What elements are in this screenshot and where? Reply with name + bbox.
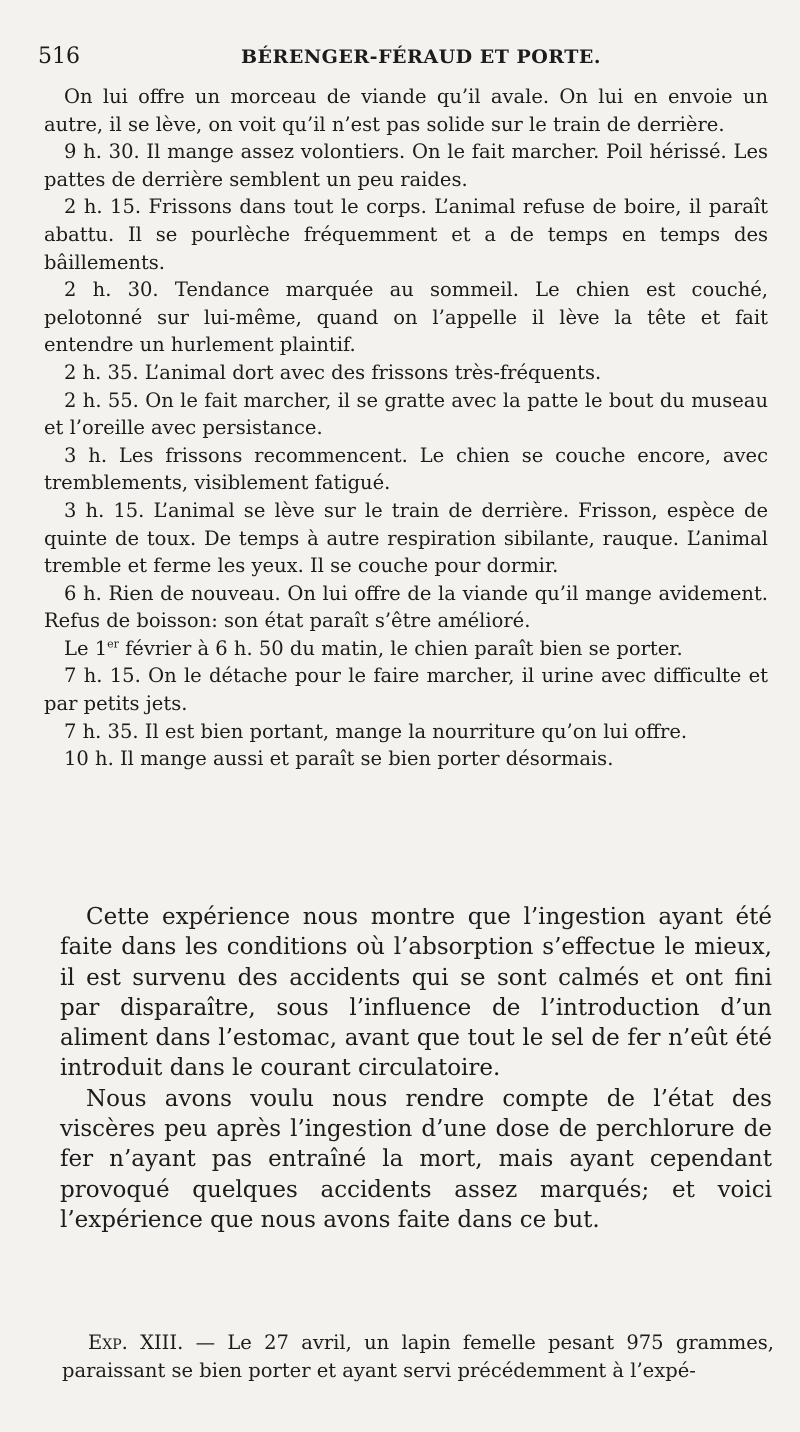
- note-paragraph: 2 h. 55. On le fait marcher, il se gratte avec la patte le bout du museau et l’oreille avec persistance.: [44, 388, 768, 440]
- body-paragraph: Nous avons voulu nous rendre compte de l’état des viscères peu après l’ingestion d’une dose de perchlorure de fer n’ayant pas entraîné la mort, mais ayant cependant provoqué quelques accidents assez marqués; et voici l’expérience que nous avons faite dans ce but.: [60, 1085, 772, 1233]
- note-paragraph: [44, 635, 768, 663]
- note-paragraph: 2 h. 35. L’animal dort avec des frissons très-fréquents.: [64, 360, 602, 384]
- experiment-label: Exp. XIII.: [88, 1331, 184, 1354]
- body-paragraph: Cette expérience nous montre que l’ingestion ayant été faite dans les conditions où l’absorption s’effectue le mieux, il est survenu des accidents qui se sont calmés et ont fini par disparaître, sous l’influence de l’introduction d’un aliment dans l’estomac, avant que tout le sel de fer n’eût été introduit dans le courant circulatoire.: [60, 904, 772, 1082]
- body-text: [60, 902, 772, 1235]
- note-paragraph: 2 h. 15. Frissons dans tout le corps. L’animal refuse de boire, il paraît abattu. Il se pourlèche fréquemment et a de temps en temps des bâillements.: [44, 195, 768, 274]
- experiment-text: — Le 27 avril, un lapin femelle pesant 975 grammes, paraissant se bien porter et ayant servi précédemment à l’expé-: [62, 1331, 774, 1382]
- page-header: [36, 40, 776, 74]
- note-paragraph: 6 h. Rien de nouveau. On lui offre de la viande qu’il mange avidement. Refus de boisson: son état paraît s’être amélioré.: [44, 581, 768, 633]
- note-paragraph: 3 h. 15. L’animal se lève sur le train de derrière. Frisson, espèce de quinte de toux. De temps à autre respiration sibilante, rauque. L’animal tremble et ferme les yeux. Il se couche pour dormir.: [44, 498, 768, 578]
- note-paragraph: 10 h. Il mange aussi et paraît se bien porter désormais.: [64, 747, 614, 771]
- note-paragraph: 3 h. Les frissons recommencent. Le chien se couche encore, avec tremblements, visiblement fatigué.: [44, 443, 768, 495]
- note-paragraph: 7 h. 15. On le détache pour le faire marcher, il urine avec difficulte et par petits jets.: [44, 664, 768, 716]
- ordinal-superscript: er: [107, 637, 119, 651]
- note-text: février à 6 h. 50 du matin, le chien paraît bien se porter.: [118, 636, 683, 660]
- note-paragraph: 9 h. 30. Il mange assez volontiers. On le fait marcher. Poil hérissé. Les pattes de derrière semblent un peu raides.: [44, 140, 768, 191]
- note-paragraph: On lui offre un morceau de viande qu’il avale. On lui en envoie un autre, il se lève, on voit qu’il n’est pas solide sur le train de derrière.: [44, 85, 768, 136]
- note-paragraph: 2 h. 30. Tendance marquée au sommeil. Le chien est couché, pelotonné sur lui-même, quand on l’appelle il lève la tête et fait entendre un hurlement plaintif.: [44, 278, 768, 357]
- running-head: BÉRENGER-FÉRAUD ET PORTE.: [241, 46, 601, 68]
- experiment-paragraph: [62, 1329, 774, 1385]
- observation-notes: [44, 83, 768, 773]
- page-number: 516: [38, 44, 80, 69]
- experiment-section: [62, 1329, 774, 1385]
- note-text: Le 1: [64, 636, 108, 660]
- note-paragraph: 7 h. 35. Il est bien portant, mange la nourriture qu’on lui offre.: [64, 719, 688, 743]
